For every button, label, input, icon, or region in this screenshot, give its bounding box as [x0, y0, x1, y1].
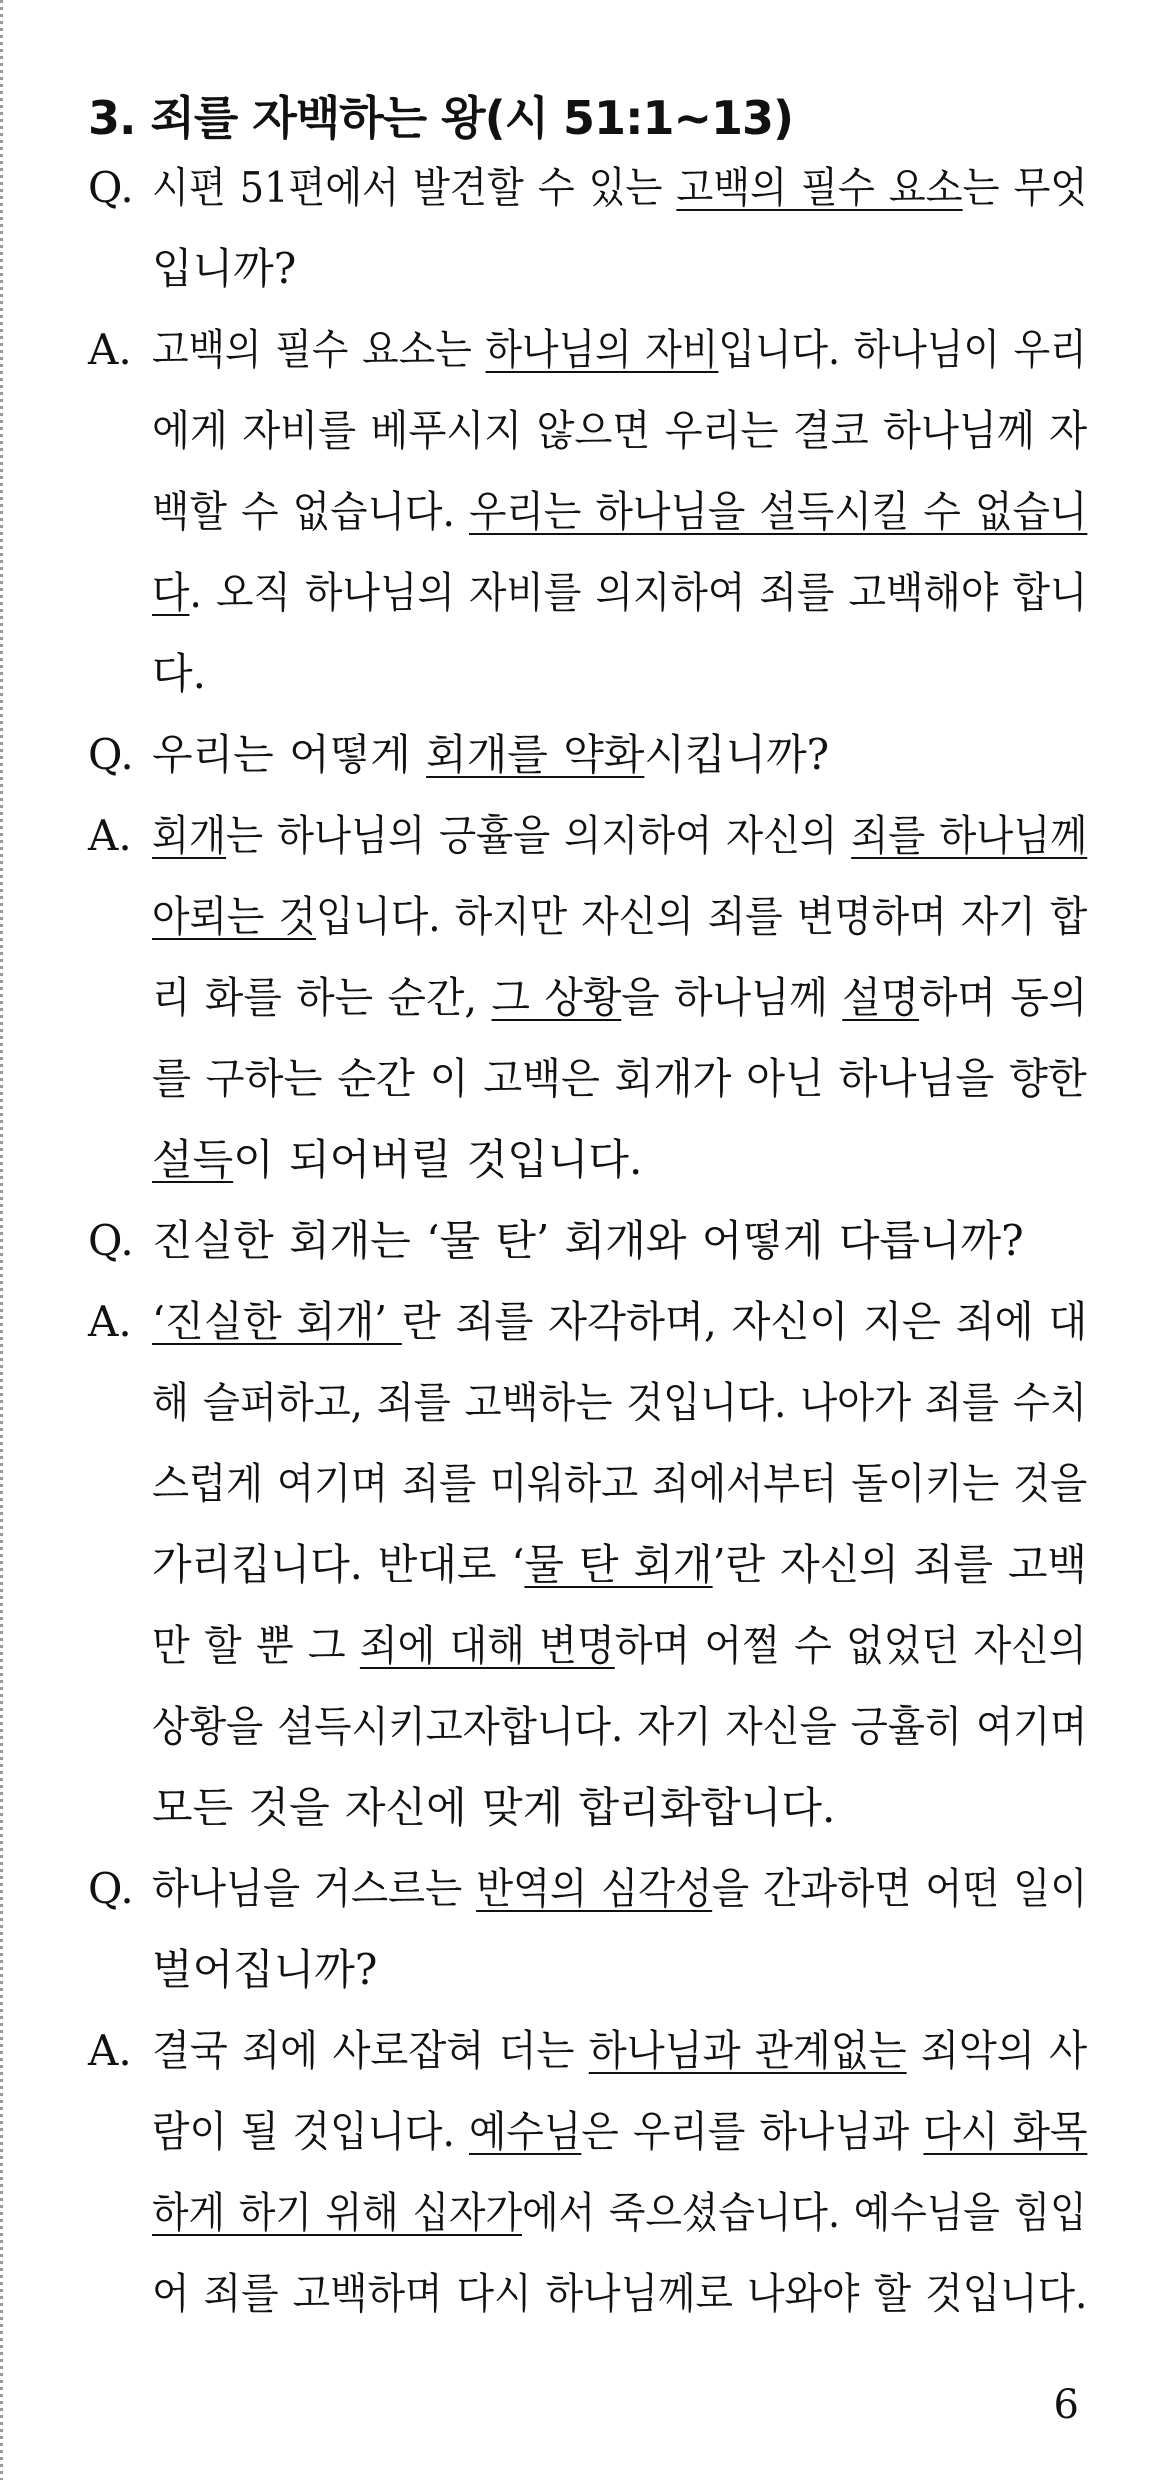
underlined-text: 고백의 필수 요소: [676, 163, 963, 212]
text-segment: 는 무엇: [962, 163, 1088, 212]
answer-text-line: [152, 644, 206, 704]
text-segment: ’란 자신의 죄를 고백: [712, 1540, 1087, 1589]
answer-text-line: [152, 1130, 642, 1190]
underlined-text: 다: [152, 568, 190, 617]
text-segment: 을 간과하면 어떤 일이: [712, 1864, 1088, 1913]
underlined-text: 하나님과 관계없는: [588, 2026, 907, 2075]
text-segment: 모든 것을 자신에 맞게 합리화합니다.: [152, 1783, 836, 1832]
text-segment: 다.: [152, 649, 206, 698]
text-segment: 죄악의 사: [906, 2026, 1088, 2075]
text-segment: 입니다. 하지만 자신의 죄를 변명하며 자기 합: [315, 892, 1088, 941]
text-segment: 하나님을 거스르는: [152, 1864, 477, 1913]
text-segment: 리 화를 하는 순간,: [152, 973, 492, 1022]
text-segment: 벌어집니까?: [152, 1945, 378, 1994]
underlined-text: 설명: [842, 973, 920, 1022]
text-segment: 는 하나님의 긍휼을 의지하여 자신의: [226, 811, 852, 860]
text-segment: 어 죄를 고백하며 다시 하나님께로 나와야 할 것입니다.: [152, 2269, 1088, 2318]
question-text-line: [152, 158, 1087, 218]
section-title: 3. 죄를 자백하는 왕(시 51:1~13): [88, 91, 794, 145]
underlined-text: 설득: [152, 1135, 234, 1184]
text-segment: . 오직 하나님의 자비를 의지하여 죄를 고백해야 합니: [189, 568, 1088, 617]
text-segment: 해 슬퍼하고, 죄를 고백하는 것입니다. 나아가 죄를 수치: [152, 1378, 1087, 1427]
text-segment: 우리는 어떻게: [152, 730, 427, 779]
underlined-text: 그 상황: [491, 973, 622, 1022]
answer-marker: A.: [88, 811, 132, 860]
text-segment: 란 죄를 자각하며, 자신이 지은 죄에 대: [401, 1297, 1088, 1346]
text-segment: 백할 수 없습니다.: [152, 487, 469, 536]
answer-text-line: [152, 482, 1087, 542]
text-segment: 하며 동의: [919, 973, 1088, 1022]
underlined-text: 물 탄 회개: [524, 1540, 713, 1589]
answer-text-line: [152, 1616, 1087, 1676]
text-segment: 만 할 뿐 그: [152, 1621, 360, 1670]
text-segment: 을 하나님께: [621, 973, 843, 1022]
text-segment: 가리킵니다. 반대로 ‘: [152, 1540, 525, 1589]
text-segment: 입니까?: [152, 244, 297, 293]
answer-text-line: [152, 1049, 1087, 1109]
question-marker: Q.: [88, 163, 134, 212]
answer-marker: A.: [88, 1297, 132, 1346]
text-segment: 입니다. 하나님이 우리: [718, 325, 1087, 374]
question-text-line: [152, 1211, 1024, 1271]
answer-text-line: [152, 1535, 1087, 1595]
text-segment: 에게 자비를 베푸시지 않으면 우리는 결코 하나님께 자: [152, 406, 1088, 455]
answer-text-line: [152, 320, 1087, 380]
underlined-text: 회개를 약화: [426, 730, 645, 779]
text-segment: 를 구하는 순간 이 고백은 회개가 아닌 하나님을 향한: [152, 1054, 1087, 1103]
text-segment: 하며 어쩔 수 없었던 자신의: [614, 1621, 1087, 1670]
question-marker: Q.: [88, 1216, 134, 1265]
answer-text-line: [152, 2183, 1087, 2243]
underlined-text: 예수님: [468, 2107, 582, 2156]
underlined-text: 아뢰는 것: [152, 892, 316, 941]
text-segment: 진실한 회개는 ‘물 탄’ 회개와 어떻게 다릅니까?: [152, 1216, 1024, 1265]
answer-text-line: [152, 1373, 1087, 1433]
underlined-text: 다시 화목: [923, 2107, 1088, 2156]
answer-text-line: [152, 1697, 1087, 1757]
underlined-text: 하게 하기 위해 십자가: [152, 2188, 523, 2237]
text-segment: 람이 될 것입니다.: [152, 2107, 469, 2156]
text-segment: 고백의 필수 요소는: [152, 325, 486, 374]
text-segment: 상황을 설득시키고자합니다. 자기 자신을 긍휼히 여기며: [152, 1702, 1088, 1751]
text-segment: 시편 51편에서 발견할 수 있는: [152, 163, 677, 212]
answer-text-line: [152, 887, 1087, 947]
text-segment: 에서 죽으셨습니다. 예수님을 힘입: [522, 2188, 1087, 2237]
text-segment: 시킵니까?: [644, 730, 830, 779]
underlined-text: 죄를 하나님께: [851, 811, 1088, 860]
underlined-text: 반역의 심각성: [476, 1864, 713, 1913]
answer-text-line: [152, 2102, 1087, 2162]
page-number: 6: [1053, 2382, 1079, 2428]
answer-text-line: [152, 1292, 1087, 1352]
answer-text-line: [152, 563, 1087, 623]
underlined-text: ‘진실한 회개’: [152, 1297, 402, 1346]
underlined-text: 우리는 하나님을 설득시킬 수 없습니: [468, 487, 1088, 536]
question-marker: Q.: [88, 730, 134, 779]
answer-text-line: [152, 2021, 1087, 2081]
answer-text-line: [152, 2264, 1087, 2324]
text-segment: 결국 죄에 사로잡혀 더는: [152, 2026, 589, 2075]
underlined-text: 죄에 대해 변명: [359, 1621, 615, 1670]
answer-text-line: [152, 806, 1087, 866]
answer-text-line: [152, 401, 1087, 461]
answer-marker: A.: [88, 2026, 132, 2075]
question-text-line: [152, 239, 296, 299]
answer-marker: A.: [88, 325, 132, 374]
answer-text-line: [152, 1778, 835, 1838]
text-segment: 이 되어버릴 것입니다.: [233, 1135, 643, 1184]
text-segment: 은 우리를 하나님과: [581, 2107, 924, 2156]
question-text-line: [152, 1859, 1087, 1919]
underlined-text: 하나님의 자비: [485, 325, 719, 374]
text-segment: 스럽게 여기며 죄를 미워하고 죄에서부터 돌이키는 것을: [152, 1459, 1088, 1508]
underlined-text: 회개: [152, 811, 227, 860]
question-marker: Q.: [88, 1864, 134, 1913]
question-text-line: [152, 725, 829, 785]
question-text-line: [152, 1940, 377, 2000]
answer-text-line: [152, 1454, 1087, 1514]
answer-text-line: [152, 968, 1087, 1028]
page-edge-dotted-rule: [0, 0, 3, 2480]
